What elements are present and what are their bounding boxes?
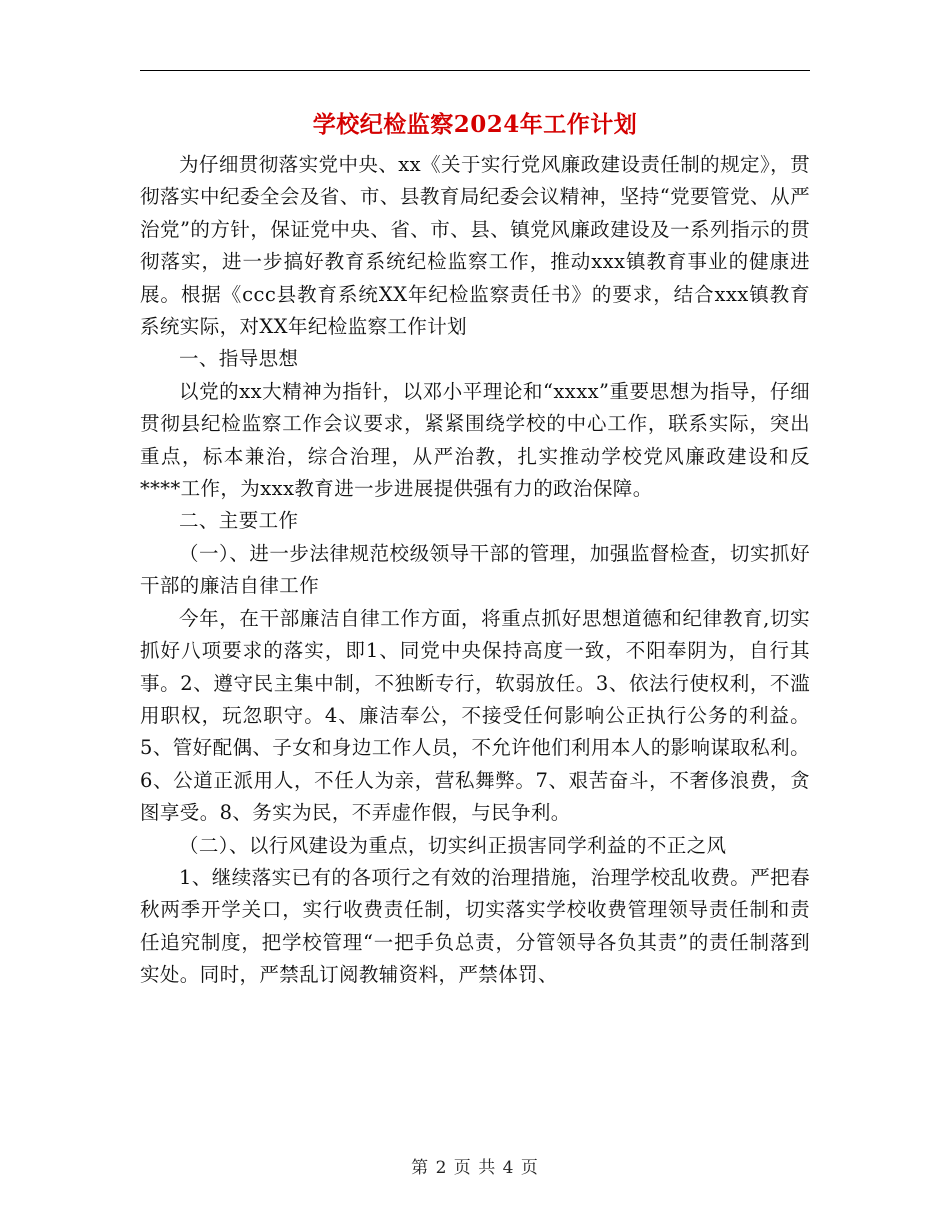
section-heading-main-work: 二、主要工作 — [179, 509, 299, 533]
header-rule — [140, 70, 810, 71]
document-body — [140, 149, 810, 992]
section-heading-guiding-ideology: 一、指导思想 — [179, 347, 299, 371]
self-discipline-paragraph: 今年，在干部廉洁自律工作方面，将重点抓好思想道德和纪律教育,切实抓好八项要求的落实，即1、同党中央保持高度一致，不阳奉阴为，自行其事。2、遵守民主集中制，不独断专行，软弱放任。3、依法行使权利，不滥用职权，玩忽职守。4、廉洁奉公，不接受任何影响公正执行公务的利益。5、管好配偶、子女和身边工作人员，不允许他们利用本人的影响谋取私利。6、公道正派用人，不任人为亲，营私舞弊。7、艰苦奋斗，不奢侈浪费，贪图享受。8、务实为民，不弄虚作假，与民争利。 — [140, 606, 810, 825]
subsection-heading-1: （一）、进一步法律规范校级领导干部的管理，加强监督检查，切实抓好干部的廉洁自律工作 — [140, 541, 810, 598]
fee-governance-paragraph: 1、继续落实已有的各项行之有效的治理措施，治理学校乱收费。严把春秋两季开学关口，实行收费责任制，切实落实学校收费管理领导责任制和责任追究制度，把学校管理“一把手负总责，分管领导各负其责”的责任制落到实处。同时，严禁乱订阅教辅资料，严禁体罚、 — [140, 865, 810, 987]
subsection-heading-2: （二）、以行风建设为重点，切实纠正损害同学利益的不正之风 — [179, 833, 727, 857]
document-title: 学校纪检监察2024年工作计划 — [312, 111, 638, 138]
page-number: 第 2 页 共 4 页 — [411, 1158, 539, 1178]
guiding-ideology-paragraph: 以党的xx大精神为指针，以邓小平理论和“xxxx”重要思想为指导，仔细贯彻县纪检监察工作会议要求，紧紧围绕学校的中心工作，联系实际，突出重点，标本兼治，综合治理，从严治教，扎实推动学校党风廉政建设和反****工作，为xxx教育进一步进展提供强有力的政治保障。 — [140, 379, 810, 501]
intro-paragraph: 为仔细贯彻落实党中央、xx《关于实行党风廉政建设责任制的规定》，贯彻落实中纪委全会及省、市、县教育局纪委会议精神，坚持“党要管党、从严治党”的方针，保证党中央、省、市、县、镇党风廉政建设及一系列指示的贯彻落实，进一步搞好教育系统纪检监察工作，推动xxx镇教育事业的健康进展。根据《ccc县教育系统XX年纪检监察责任书》的要求，结合xxx镇教育系统实际，对XX年纪检监察工作计划 — [140, 153, 810, 339]
